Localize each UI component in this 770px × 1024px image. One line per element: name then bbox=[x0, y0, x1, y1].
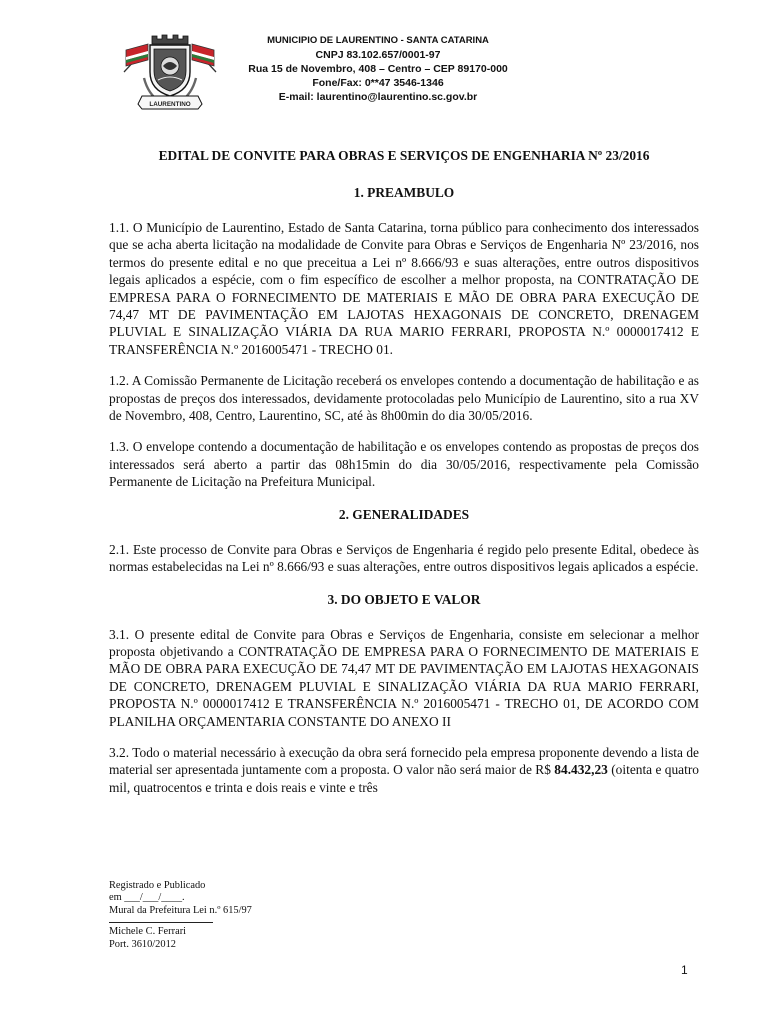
section-heading-generalidades: 2. GENERALIDADES bbox=[338, 506, 470, 522]
footer-mural-law: Mural da Prefeitura Lei n.º 615/97 bbox=[109, 904, 252, 916]
paragraph-3-2-continuation: (oitenta e quatro mil, quatrocentos e trinta e dois reais e vinte e três bbox=[109, 762, 699, 795]
section-heading-preambulo: 1. PREAMBULO bbox=[353, 185, 455, 200]
paragraph-3-2 bbox=[109, 744, 699, 796]
header-email: E-mail: laurentino@laurentino.sc.gov.br bbox=[278, 91, 478, 103]
left-flag-icon bbox=[124, 44, 148, 72]
header-address: Rua 15 de Novembro, 408 – Centro – CEP 89170-000 bbox=[248, 63, 508, 75]
signature-line bbox=[109, 917, 213, 923]
right-flag-icon bbox=[192, 44, 216, 72]
footer-portaria: Port. 3610/2012 bbox=[109, 938, 176, 950]
header-municipality: MUNICIPIO DE LAURENTINO - SANTA CATARINA bbox=[267, 35, 489, 46]
footer-signatory: Michele C. Ferrari bbox=[109, 926, 187, 938]
municipal-crest-logo bbox=[118, 30, 222, 114]
document-body bbox=[109, 146, 699, 810]
paragraph-2-1: 2.1. Este processo de Convite para Obras e Serviços de Engenharia é regido pelo presente Edital, obedece às normas estabelecidas na Lei nº 8.666/93 e suas alterações, entre outros dispositivos legais aplicados a espécie. bbox=[109, 541, 699, 575]
crown-icon bbox=[152, 35, 188, 44]
section-heading-objeto-valor: 3. DO OBJETO E VALOR bbox=[327, 591, 481, 607]
paragraph-1-1: 1.1. O Município de Laurentino, Estado de Santa Catarina, torna público para conhecimento dos interessados que se acha aberta licitação na modalidade de Convite para Obras e Serviços de Engenharia Nº 23/2016, nos termos do presente edital e no que preceitua a Lei nº 8.666/93 e suas alterações, entre outros dispositivos legais aplicados a espécie, com o fim específico de escolher a melhor proposta, na CONTRATAÇÃO DE EMPRESA PARA O FORNECIMENTO DE MATERIAIS E MÃO DE OBRA PARA EXECUÇÃO DE 74,47 MT DE PAVIMENTAÇÃO EM LAJOTAS HEXAGONAIS DE CONCRETO, DRENAGEM PLUVIAL E SINALIZAÇÃO VIÁRIA DA RUA MARIO FERRARI, PROPOSTA N.º 0000017412 E TRANSFERÊNCIA N.º 2016005471 - TRECHO 01. bbox=[109, 220, 699, 357]
document-title: EDITAL DE CONVITE PARA OBRAS E SERVIÇOS DE ENGENHARIA Nº 23/2016 bbox=[158, 148, 650, 163]
paragraph-1-3: 1.3. O envelope contendo a documentação de habilitação e os envelopes contendo as propostas de preços dos interessados será aberto a partir das 08h15min do dia 30/05/2016, respectivamente pela Comissão Permanente de Licitação na Prefeitura Municipal. bbox=[109, 439, 699, 490]
paragraph-3-1: 3.1. O presente edital de Convite para Obras e Serviços de Engenharia, consiste em selecionar a melhor proposta objetivando a CONTRATAÇÃO DE EMPRESA PARA O FORNECIMENTO DE MATERIAIS E MÃO DE OBRA PARA EXECUÇÃO DE 74,47 MT DE PAVIMENTAÇÃO EM LAJOTAS HEXAGONAIS DE CONCRETO, DRENAGEM PLUVIAL E SINALIZAÇÃO VIÁRIA DA RUA MARIO FERRARI, PROPOSTA N.º 0000017412 E TRANSFERÊNCIA N.º 2016005471 - TRECHO 01, DE ACORDO COM PLANILHA ORÇAMENTARIA CONSTANTE DO ANEXO II bbox=[109, 626, 699, 729]
header-phone: Fone/Fax: 0**47 3546-1346 bbox=[312, 77, 444, 89]
municipal-header bbox=[222, 34, 534, 104]
footer-registered: Registrado e Publicado bbox=[109, 880, 206, 891]
registration-footer bbox=[109, 880, 252, 951]
contract-amount: 84.432,23 bbox=[554, 762, 608, 778]
header-cnpj: CNPJ 83.102.657/0001-97 bbox=[315, 49, 441, 61]
footer-date-blank: em ___/___/____. bbox=[109, 892, 185, 904]
crest-banner bbox=[138, 96, 202, 109]
crest-banner-text: LAURENTINO bbox=[149, 101, 191, 108]
shield-icon bbox=[150, 45, 190, 96]
paragraph-1-2: 1.2. A Comissão Permanente de Licitação receberá os envelopes contendo a documentação de habilitação e as propostas de preços dos interessados, devidamente protocoladas pelo Município de Laurentino, sito a rua XV de Novembro, 408, Centro, Laurentino, SC, até às 8h00min do dia 30/05/2016. bbox=[109, 373, 699, 424]
page-number: 1 bbox=[681, 963, 688, 977]
paragraph-3-2-text: 3.2. Todo o material necessário à execução da obra será fornecido pela empresa proponente devendo a lista de material ser apresentada juntamente com a proposta. O valor não será maior de R$ bbox=[109, 744, 699, 778]
